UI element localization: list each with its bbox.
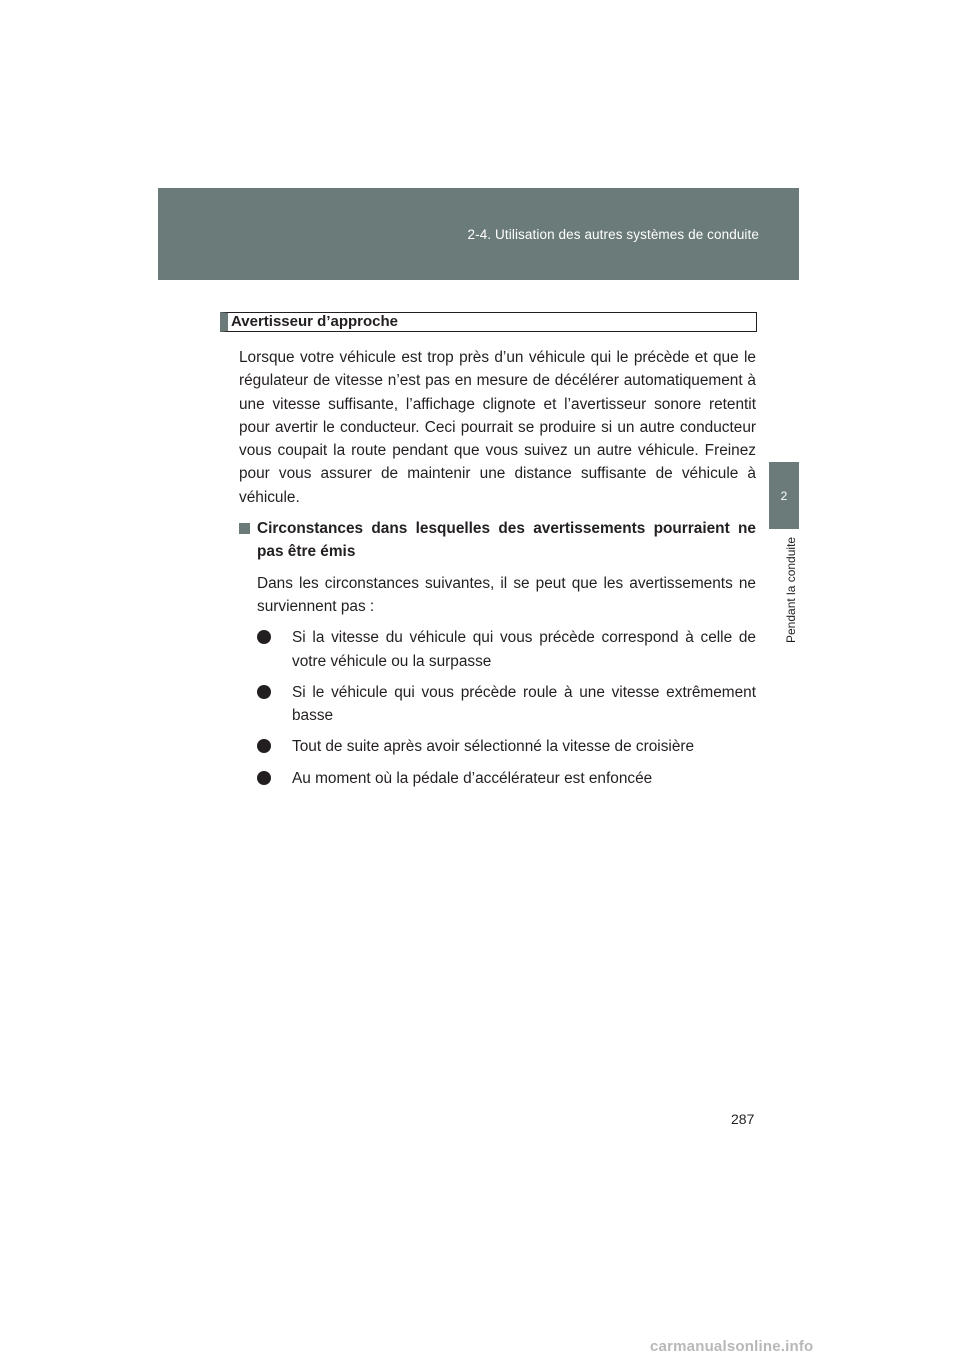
bullet-dot-icon [257, 739, 271, 753]
subsection [239, 517, 756, 618]
square-bullet-icon [239, 523, 250, 534]
header-band [158, 188, 799, 280]
list-item-text: Au moment où la pédale d’accélérateur est enfoncée [292, 769, 653, 787]
section-title: Avertisseur d’approche [231, 313, 398, 330]
list-item [257, 681, 756, 728]
list-item-text: Tout de suite après avoir sélectionné la vitesse de croisière [292, 738, 695, 756]
list-item-text: Si la vitesse du véhicule qui vous précède correspond à celle de votre véhicule ou la surpasse [292, 629, 756, 670]
chapter-number: 2 [780, 489, 788, 503]
bullet-dot-icon [257, 771, 271, 785]
section-title-box [220, 312, 757, 332]
list-item [257, 626, 756, 673]
chapter-tab [769, 462, 799, 529]
page-content [239, 346, 756, 798]
subsection-text: Dans les circonstances suivantes, il se peut que les avertissements ne surviennent pas : [257, 574, 756, 615]
subsection-heading: Circonstances dans lesquelles des avertissements pourraient ne pas être émis [257, 520, 756, 561]
list-item [257, 767, 756, 790]
watermark: carmanualsonline.info [650, 1338, 814, 1355]
header-section-title: 2-4. Utilisation des autres systèmes de conduite [467, 227, 759, 242]
bullet-dot-icon [257, 630, 271, 644]
list-item-text: Si le véhicule qui vous précède roule à une vitesse extrêmement basse [292, 683, 756, 725]
list-item [257, 735, 756, 758]
body-paragraph: Lorsque votre véhicule est trop près d’un véhicule qui le précède et que le régulateur de vitesse n’est pas en mesure de décélérer automatiquement à une vitesse suffisante, l’affichage clignote et l’avertisseur sonore retentit pour avertir le conducteur. Ceci pourrait se produire si un autre conducteur vous coupait la route pendant que vous suivez un autre véhicule. Freinez pour vous assurer de maintenir une distance suffisante de véhicule à véhicule. [239, 349, 756, 506]
page-number: 287 [731, 1111, 755, 1127]
bullet-dot-icon [257, 685, 271, 699]
chapter-label: Pendant la conduite [784, 537, 798, 644]
